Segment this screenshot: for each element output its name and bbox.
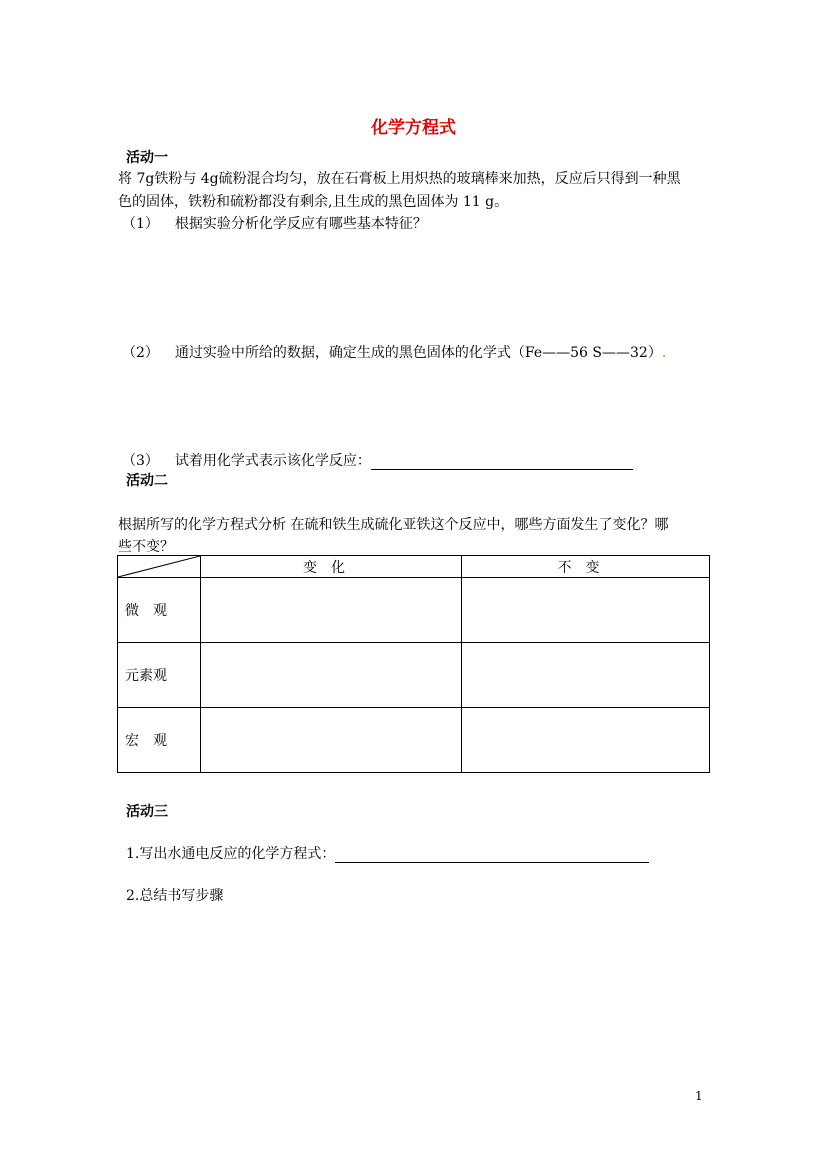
activity2-paragraph-line1: 根据所写的化学方程式分析 在硫和铁生成硫化亚铁这个反应中，哪些方面发生了变化？哪 [118,517,669,533]
question1-number: （1） [122,216,159,232]
row-label-macro: 宏 观 [118,708,201,773]
comparison-table [117,555,710,773]
question3 [122,450,633,470]
question2-number: （2） [122,345,159,361]
page-title: 化学方程式 [371,118,456,138]
activity1-paragraph-line1: 将 7g铁粉与 4g硫粉混合均匀，放在石膏板上用炽热的玻璃棒来加热，反应后只得到一种黑 [118,171,681,187]
cell-macro-no-change[interactable] [462,708,710,773]
activity1-heading: 活动一 [126,150,168,166]
question2 [122,342,666,362]
table-header-row [118,556,710,578]
activity3-item1 [126,843,649,863]
cell-micro-change[interactable] [201,578,462,643]
activity1-paragraph-line2: 色的固体，铁粉和硫粉都没有剩余,且生成的黑色固体为 11 g。 [118,194,509,210]
question2-period: . [661,345,667,361]
activity3-item1-answer-blank[interactable] [335,847,649,863]
question3-answer-blank[interactable] [371,454,633,470]
row-label-element: 元素观 [118,643,201,708]
table-row [118,643,710,708]
question1-text: 根据实验分析化学反应有哪些基本特征？ [174,216,427,232]
activity2-heading: 活动二 [126,473,168,489]
column-header-no-change: 不变 [462,556,710,578]
cell-micro-no-change[interactable] [462,578,710,643]
cell-element-change[interactable] [201,643,462,708]
question1 [122,213,427,233]
activity3-item2: 2.总结书写步骤 [126,888,224,904]
cell-element-no-change[interactable] [462,643,710,708]
activity3-item1-text: 1.写出水通电反应的化学方程式： [126,846,336,862]
table-row [118,708,710,773]
page-number: 1 [695,1089,703,1103]
table-row [118,578,710,643]
question3-number: （3） [122,453,159,469]
question3-text: 试着用化学式表示该化学反应： [174,453,371,469]
activity2-paragraph-line2: 些不变？ [118,539,174,555]
diagonal-line [118,556,200,577]
question2-text: 通过实验中所给的数据，确定生成的黑色固体的化学式（Fe——56 S——32） [174,345,662,361]
cell-macro-change[interactable] [201,708,462,773]
activity3-heading: 活动三 [126,804,168,820]
column-header-change: 变化 [201,556,462,578]
row-label-micro: 微 观 [118,578,201,643]
table-corner-diagonal [118,556,201,578]
